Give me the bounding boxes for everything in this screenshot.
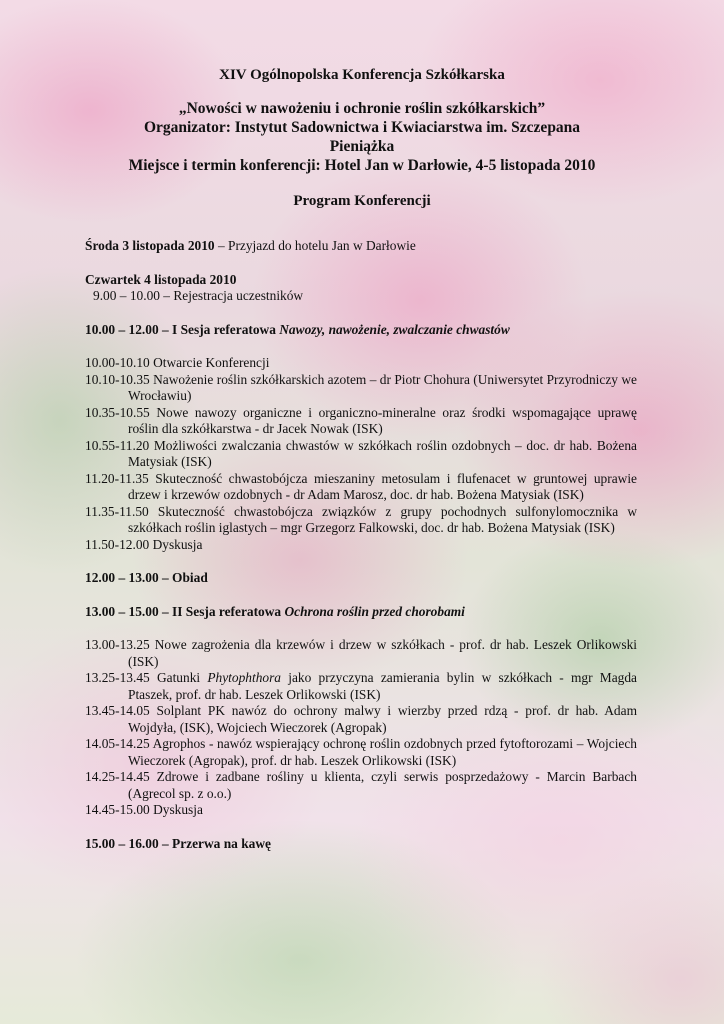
list-item: 13.45-14.05 Solplant PK nawóz do ochrony malwy i wierzby przed rdzą - prof. dr hab. Adam Wojdyła, (ISK), Wojciech Wieczorek (Agropak) xyxy=(85,703,637,735)
list-item: 10.55-11.20 Możliwości zwalczania chwastów w szkółkach roślin ozdobnych – doc. dr hab. Bożena Matysiak (ISK) xyxy=(85,437,637,469)
list-item: 14.45-15.00 Dyskusja xyxy=(85,802,203,817)
list-item: 14.05-14.25 Agrophos - nawóz wspierający ochronę roślin ozdobnych przed fytoftorozami – Wojciech Wieczorek (Agropak), prof. dr hab. Leszek Orlikowski (ISK) xyxy=(85,736,638,768)
venue-line: Miejsce i termin konferencji: Hotel Jan w Darłowie, 4-5 listopada 2010 xyxy=(128,157,596,174)
session1-topic: Nawozy, nawożenie, zwalczanie chwastów xyxy=(279,321,510,337)
lunch-line: 12.00 – 13.00 – Obiad xyxy=(85,570,208,585)
conference-subtitle: „Nowości w nawożeniu i ochronie roślin szkółkarskich” xyxy=(178,100,546,117)
list-item: 11.20-11.35 Skuteczność chwastobójcza mieszaniny metosulam i flufenacet w gruntowej uprawie drzew i krzewów ozdobnych - dr Adam Marosz, doc. dr hab. Bożena Matysiak (ISK) xyxy=(85,470,637,502)
document-header xyxy=(60,66,664,211)
session1-heading: 10.00 – 12.00 – I Sesja referatowa Nawozy, nawożenie, zwalczanie chwastów xyxy=(85,321,510,337)
day1-text: – Przyjazd do hotelu Jan w Darłowie xyxy=(214,238,416,253)
list-item: 10.00-10.10 Otwarcie Konferencji xyxy=(85,355,270,370)
day1-date: Środa 3 listopada 2010 xyxy=(85,238,215,253)
conference-title: XIV Ogólnopolska Konferencja Szkółkarska xyxy=(219,67,505,83)
organizer-line-continued: Pieniążka xyxy=(329,138,395,155)
list-item: 13.25-13.45 Gatunki Phytophthora jako przyczyna zamierania bylin w szkółkach - mgr Magda Ptaszek, prof. dr hab. Leszek Orlikowski (ISK) xyxy=(85,670,637,702)
program-title: Program Konferencji xyxy=(293,193,431,209)
session2-topic: Ochrona roślin przed chorobami xyxy=(284,603,465,619)
day2-date: Czwartek 4 listopada 2010 xyxy=(85,271,237,287)
organizer-line: Organizator: Instytut Sadownictwa i Kwiaciarstwa im. Szczepana xyxy=(143,119,581,136)
list-item: 10.10-10.35 Nawożenie roślin szkółkarskich azotem – dr Piotr Chohura (Uniwersytet Przyrodniczy we Wrocławiu) xyxy=(85,371,637,403)
registration-line: 9.00 – 10.00 – Rejestracja uczestników xyxy=(93,288,304,303)
list-item: 14.25-14.45 Zdrowe i zadbane rośliny u klienta, czyli serwis posprzedażowy - Marcin Barbach (Agrecol sp. z o.o.) xyxy=(85,769,637,801)
list-item: 10.35-10.55 Nowe nawozy organiczne i organiczno-mineralne oraz środki wspomagające uprawę roślin dla szkółkarstwa - dr Jacek Nowak (ISK) xyxy=(85,404,637,436)
list-item: 11.35-11.50 Skuteczność chwastobójcza związków z grupy pochodnych sulfonylomocznika w szkółkach roślin iglastych – mgr Grzegorz Falkowski, doc. dr hab. Bożena Matysiak (ISK) xyxy=(85,503,637,535)
session2-heading: 13.00 – 15.00 – II Sesja referatowa Ochrona roślin przed chorobami xyxy=(85,603,465,619)
coffee-break-line: 15.00 – 16.00 – Przerwa na kawę xyxy=(85,835,271,851)
program-body xyxy=(85,238,637,852)
session1-list xyxy=(85,355,637,553)
list-item: 11.50-12.00 Dyskusja xyxy=(85,536,203,552)
list-item: 13.00-13.25 Nowe zagrożenia dla krzewów i drzew w szkółkach - prof. dr hab. Leszek Orlikowski (ISK) xyxy=(85,637,637,669)
session2-list xyxy=(85,637,637,819)
day1-line xyxy=(85,238,637,255)
